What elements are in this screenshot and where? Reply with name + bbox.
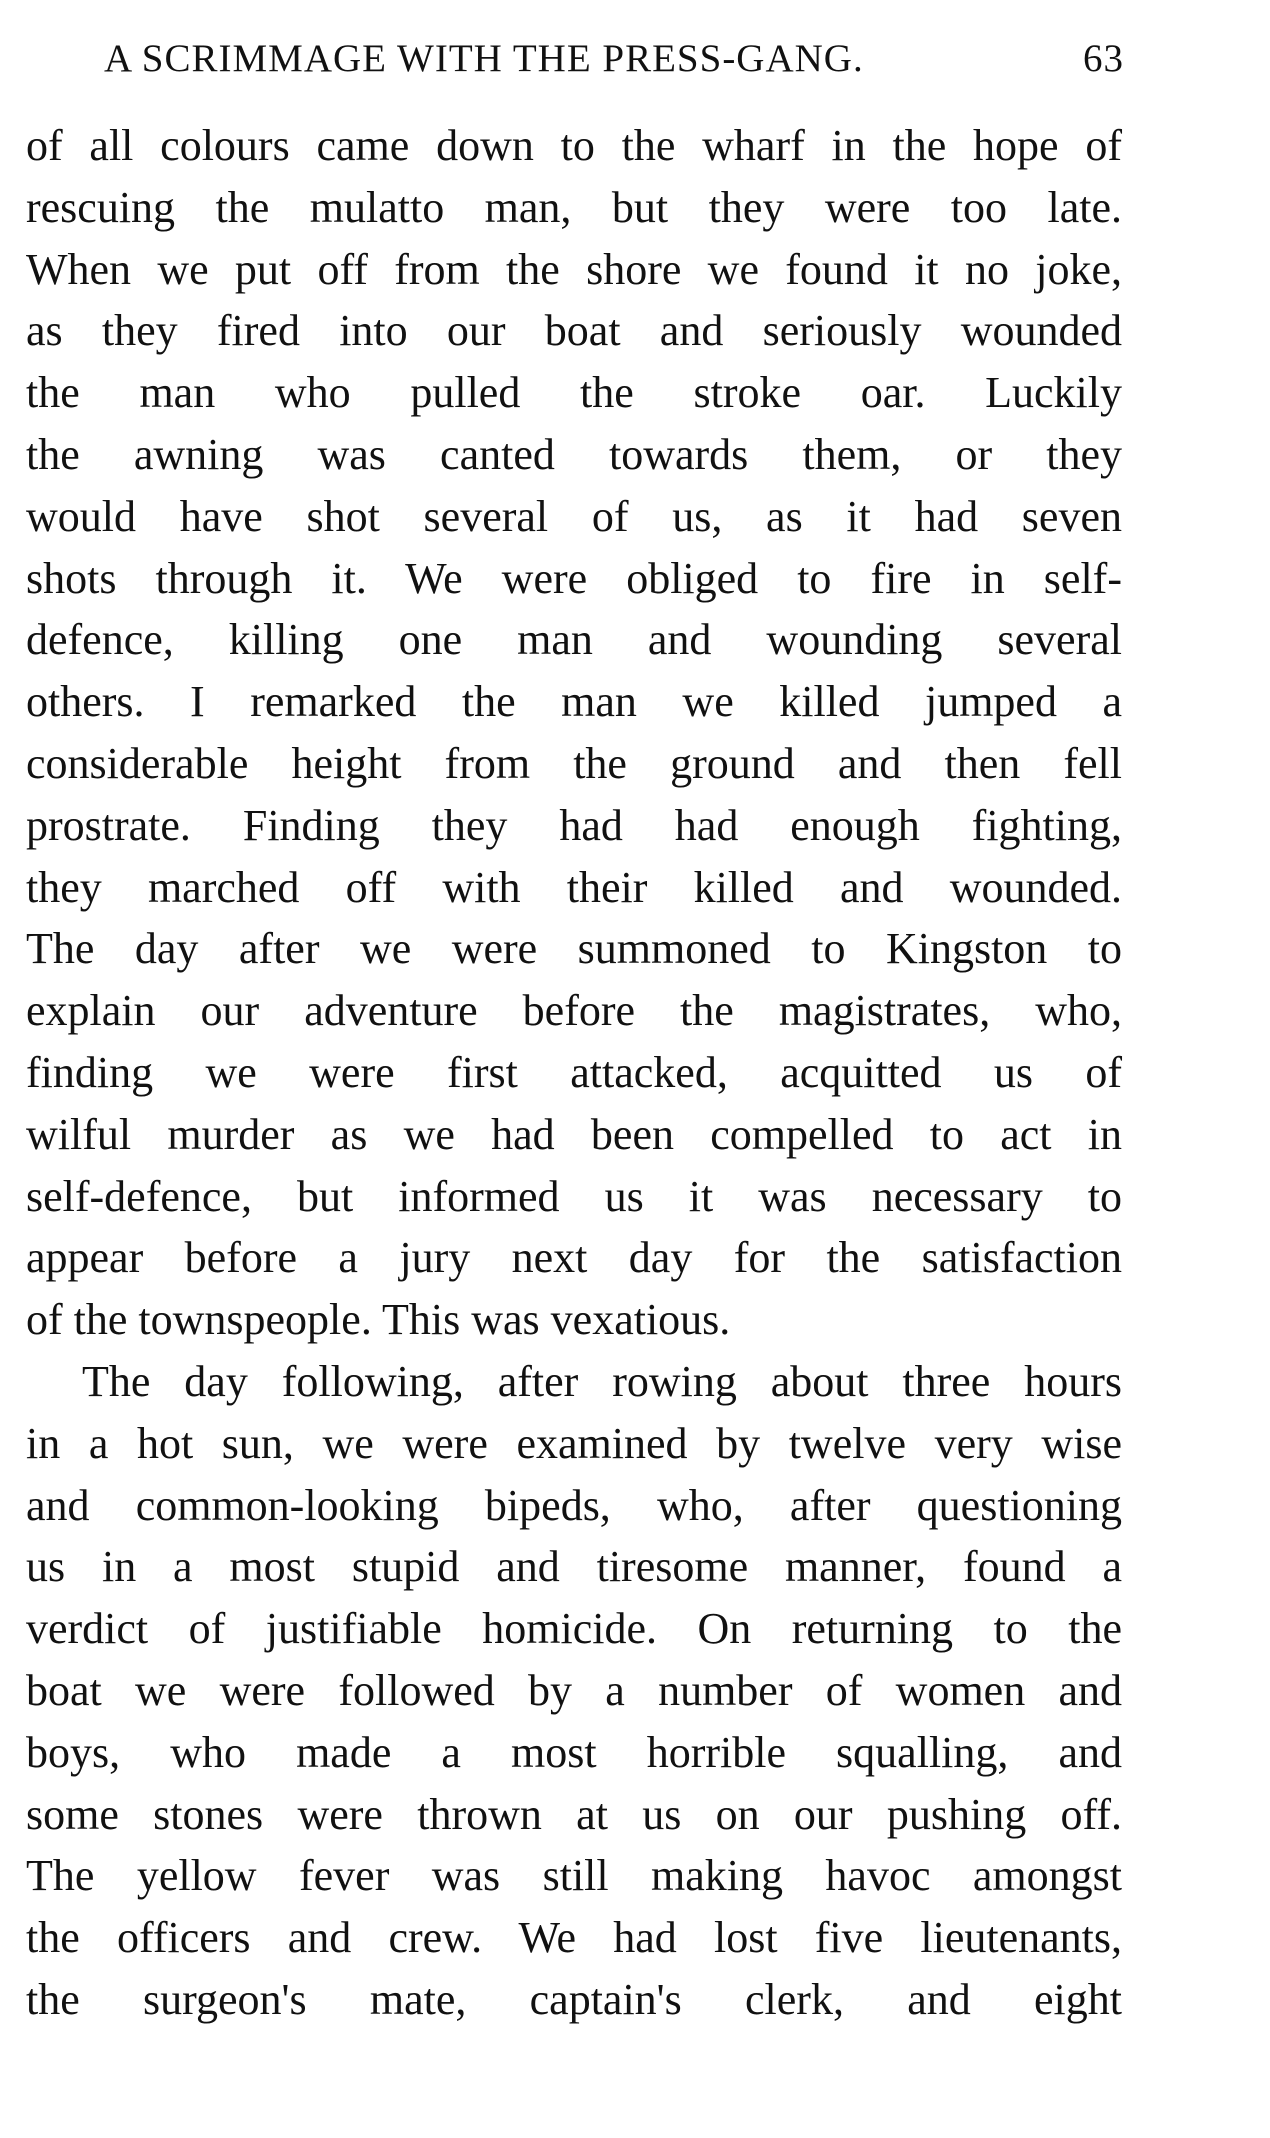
text-line: finding we were first attacked, acquitted us of xyxy=(26,1047,1122,1097)
text-line: boys, who made a most horrible squalling, and xyxy=(26,1727,1122,1777)
text-line: and common-looking bipeds, who, after questioning xyxy=(26,1480,1122,1530)
text-line: defence, killing one man and wounding several xyxy=(26,615,1122,665)
text-line: would have shot several of us, as it had seven xyxy=(26,491,1122,541)
text-line: self-defence, but informed us it was necessary to xyxy=(26,1171,1122,1221)
text-line: considerable height from the ground and then fell xyxy=(26,738,1122,788)
text-line: When we put off from the shore we found it no joke, xyxy=(26,244,1122,294)
text-line: wilful murder as we had been compelled to act in xyxy=(26,1109,1122,1159)
text-line: the awning was canted towards them, or they xyxy=(26,429,1122,479)
running-title: A SCRIMMAGE WITH THE PRESS-GANG. xyxy=(104,37,864,80)
text-line: us in a most stupid and tiresome manner, found a xyxy=(26,1542,1122,1592)
text-line: of all colours came down to the wharf in the hope of xyxy=(26,121,1122,170)
text-line: the man who pulled the stroke oar. Luckily xyxy=(26,368,1122,418)
body-text xyxy=(26,115,1122,2031)
text-line: some stones were thrown at us on our pushing off. xyxy=(26,1789,1122,1839)
text-line: The day following, after rowing about three hours xyxy=(82,1356,1122,1406)
running-head xyxy=(104,28,1124,90)
text-line: shots through it. We were obliged to fire in self- xyxy=(26,553,1122,603)
text-line: explain our adventure before the magistrates, who, xyxy=(26,986,1122,1036)
text-line: the officers and crew. We had lost five lieutenants, xyxy=(26,1913,1122,1963)
text-line: The yellow fever was still making havoc amongst xyxy=(26,1851,1122,1901)
text-line: verdict of justifiable homicide. On returning to the xyxy=(26,1604,1122,1654)
text-line: rescuing the mulatto man, but they were too late. xyxy=(26,182,1122,232)
page-number: 63 xyxy=(1083,37,1124,80)
text-line: appear before a jury next day for the satisfaction xyxy=(26,1233,1122,1283)
text-line: The day after we were summoned to Kingston to xyxy=(26,924,1122,974)
text-line: prostrate. Finding they had had enough fighting, xyxy=(26,800,1122,850)
text-line: the surgeon's mate, captain's clerk, and eight xyxy=(26,1974,1122,2024)
text-line: others. I remarked the man we killed jumped a xyxy=(26,677,1122,727)
text-line: as they fired into our boat and seriously wounded xyxy=(26,306,1122,356)
text-line: they marched off with their killed and wounded. xyxy=(26,862,1122,912)
text-line: in a hot sun, we were examined by twelve very wise xyxy=(26,1418,1122,1468)
text-line: boat we were followed by a number of women and xyxy=(26,1665,1122,1715)
text-line: of the townspeople. This was vexatious. xyxy=(26,1295,731,1345)
